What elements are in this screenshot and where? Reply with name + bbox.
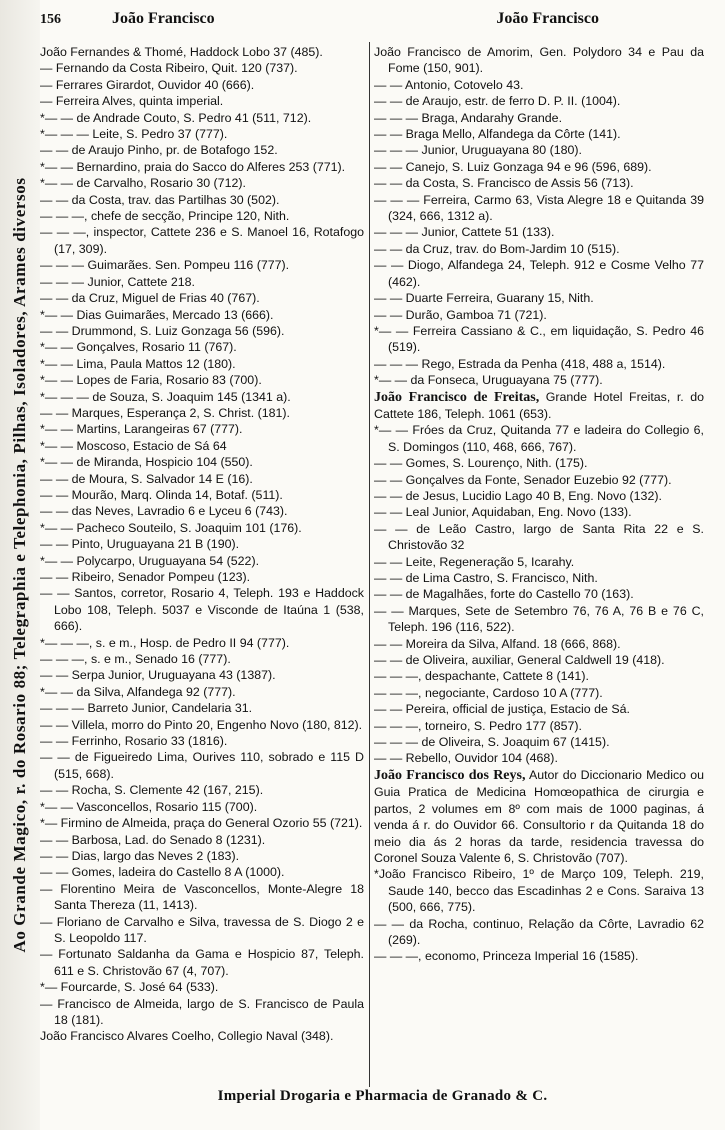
directory-entry: — — Pinto, Uruguayana 21 B (190).: [40, 537, 240, 552]
page-header: [40, 10, 717, 32]
directory-entry: — — Gomes, ladeira do Castello 8 A (1000).: [40, 865, 285, 880]
directory-entry: — — Marques, Esperança 2, S. Christ. (181).: [40, 405, 290, 420]
directory-entry: — — da Costa, trav. das Partilhas 30 (502).: [40, 192, 280, 207]
column-divider: [369, 42, 370, 1087]
directory-entry: — — da Costa, S. Francisco de Assis 56 (713).: [374, 176, 634, 191]
directory-entry: João Francisco dos Reys, Autor do Diccionario Medico ou Guia Pratica de Medicina Homœopathica de cirurgia e partos, 2 volumes em 8º com mais de 1000 paginas, á venda á r. do Ouvidor 66. Consultorio r da Quitanda 18 do meio dia ás 2 horas da tarde, residencia travessa do Coronel Souza Valente 6, S. Christovão (707).: [374, 767, 704, 865]
directory-entry: — — de Leão Castro, largo de Santa Rita 22 e S. Christovão 32: [374, 521, 704, 553]
running-head-right: João Francisco: [496, 10, 599, 27]
directory-entry: — — de Araujo Pinho, pr. de Botafogo 152.: [40, 143, 278, 158]
directory-entry: *— — Polycarpo, Uruguayana 54 (522).: [40, 553, 260, 568]
left-column: [40, 44, 364, 1084]
directory-entry: — — — Braga, Andarahy Grande.: [374, 110, 563, 125]
directory-entry: *— — Fróes da Cruz, Quitanda 77 e ladeira do Collegio 6, S. Domingos (110, 468, 666, 767).: [374, 423, 704, 454]
directory-entry: — — Leite, Regeneração 5, Icarahy.: [374, 554, 575, 569]
directory-entry: João Fernandes & Thomé, Haddock Lobo 37 (485).: [40, 45, 323, 59]
right-column: [374, 44, 704, 1084]
directory-entry: *— — Martins, Larangeiras 67 (777).: [40, 422, 243, 437]
directory-entry: — — — Junior, Uruguayana 80 (180).: [374, 143, 582, 158]
directory-entry: João Francisco Alvares Coelho, Collegio Naval (348).: [40, 1029, 334, 1044]
directory-entry: *— — Ferreira Cassiano & C., em liquidação, S. Pedro 46 (519).: [374, 323, 704, 355]
directory-entry: — — Braga Mello, Alfandega da Côrte (141).: [374, 127, 621, 142]
directory-entry: *— — de Carvalho, Rosario 30 (712).: [40, 176, 246, 191]
directory-entry: — — — Junior, Cattete 51 (133).: [374, 225, 555, 240]
directory-entry: — Ferrares Girardot, Ouvidor 40 (666).: [40, 77, 255, 92]
directory-entry: *— — Bernardino, praia do Sacco do Alferes 253 (771).: [40, 159, 346, 174]
directory-entry: — — de Moura, S. Salvador 14 E (16).: [40, 471, 253, 486]
page-number: 156: [40, 12, 61, 27]
directory-entry: — — Moreira da Silva, Alfand. 18 (666, 868).: [374, 636, 621, 651]
footer-advert: Imperial Drogaria e Pharmacia de Granado & C.: [217, 1088, 548, 1104]
directory-entry: *— — Lima, Paula Mattos 12 (180).: [40, 356, 236, 371]
directory-entry: — — Rebello, Ouvidor 104 (468).: [374, 751, 558, 766]
directory-entry: — — —, s. e m., Senado 16 (777).: [40, 652, 231, 667]
directory-entry: — — Antonio, Cotovelo 43.: [374, 77, 524, 92]
directory-entry: — — Barbosa, Lad. do Senado 8 (1231).: [40, 832, 266, 847]
directory-entry: *— — de Andrade Couto, S. Pedro 41 (511, 712).: [40, 110, 312, 125]
directory-entry: — — Villela, morro do Pinto 20, Engenho Novo (180, 812).: [40, 717, 363, 732]
directory-entry: *— — Vasconcellos, Rosario 115 (700).: [40, 799, 258, 814]
directory-entry: — — da Cruz, Miguel de Frias 40 (767).: [40, 291, 260, 306]
directory-entry: — Florentino Meira de Vasconcellos, Monte-Alegre 18 Santa Thereza (11, 1413).: [40, 881, 364, 913]
running-head-left: João Francisco: [112, 10, 215, 27]
directory-entry: — — de Araujo, estr. de ferro D. P. II. (1004).: [374, 94, 621, 109]
directory-entry: — — da Rocha, continuo, Relação da Côrte, Lavradio 62 (269).: [374, 916, 704, 947]
directory-entry: — — de Magalhães, forte do Castello 70 (163).: [374, 587, 634, 602]
sidebar-advert-text: Ao Grande Magico, r. do Rosario 88; Telegraphia e Telephonia, Pilhas, Isoladores, Arames diversos: [10, 177, 29, 953]
directory-entry: — Ferreira Alves, quinta imperial.: [40, 94, 224, 109]
directory-entry: — — — Rego, Estrada da Penha (418, 488 a, 1514).: [374, 356, 666, 371]
directory-entry: — — Pereira, official de justiça, Estacio de Sá.: [374, 702, 630, 717]
directory-entry: — — Duarte Ferreira, Guarany 15, Nith.: [374, 291, 594, 306]
directory-entry: — — — Junior, Cattete 218.: [40, 274, 195, 289]
directory-entry: — — Rocha, S. Clemente 42 (167, 215).: [40, 783, 264, 798]
directory-entry: *— — Lopes de Faria, Rosario 83 (700).: [40, 373, 262, 388]
directory-entry: — — —, economo, Princeza Imperial 16 (1585).: [374, 949, 639, 964]
directory-entry: *— Firmino de Almeida, praça do General Ozorio 55 (721).: [40, 816, 363, 831]
directory-entry: — — da Cruz, trav. do Bom-Jardim 10 (515).: [374, 241, 620, 256]
directory-entry: — — Santos, corretor, Rosario 4, Teleph. 193 e Haddock Lobo 108, Teleph. 5037 e Visconde de Itaúna 1 (538, 666).: [40, 586, 364, 634]
entry-heading-name: João Francisco de Freitas,: [374, 389, 540, 405]
directory-entry: — — Diogo, Alfandega 24, Teleph. 912 e Cosme Velho 77 (462).: [374, 258, 704, 289]
directory-entry: — — de Figueiredo Lima, Ourives 110, sobrado e 115 D (515, 668).: [40, 750, 364, 781]
directory-entry: — — Durão, Gamboa 71 (721).: [374, 307, 547, 322]
directory-entry: *— — Gonçalves, Rosario 11 (767).: [40, 340, 237, 355]
directory-entry: — — de Lima Castro, S. Francisco, Nith.: [374, 571, 598, 585]
directory-entry: — Fortunato Saldanha da Gama e Hospicio 87, Teleph. 611 e S. Christovão 67 (4, 707).: [40, 947, 364, 978]
directory-entry: — — — Guimarães. Sen. Pompeu 116 (777).: [40, 258, 290, 273]
directory-entry: João Francisco de Amorim, Gen. Polydoro 34 e Pau da Fome (150, 901).: [374, 45, 704, 76]
directory-entry: — — — Ferreira, Carmo 63, Vista Alegre 18 e Quitanda 39 (324, 666, 1312 a).: [374, 192, 704, 224]
directory-entry: — — Serpa Junior, Uruguayana 43 (1387).: [40, 668, 276, 683]
directory-entry: — — Ferrinho, Rosario 33 (1816).: [40, 734, 228, 749]
directory-entry: *João Francisco Ribeiro, 1º de Março 109, Teleph. 219, Saude 140, becco das Escadinhas 2 e Cons. Saraiva 13 (500, 666, 775).: [374, 867, 704, 915]
directory-entry: — — —, chefe de secção, Principe 120, Nith.: [40, 209, 290, 224]
directory-entry: — Floriano de Carvalho e Silva, travessa de S. Diogo 2 e S. Leopoldo 117.: [40, 914, 364, 945]
directory-entry: — — Dias, largo das Neves 2 (183).: [40, 848, 240, 863]
directory-entry: — — das Neves, Lavradio 6 e Lyceu 6 (743).: [40, 504, 288, 519]
directory-entry: — — Gomes, S. Lourenço, Nith. (175).: [374, 456, 588, 471]
directory-entry: — — —, negociante, Cardoso 10 A (777).: [374, 685, 603, 700]
directory-entry: — — de Oliveira, auxiliar, General Caldwell 19 (418).: [374, 653, 665, 668]
advertising-sidebar: [0, 0, 40, 1130]
directory-entry: *— — Pacheco Souteilo, S. Joaquim 101 (176).: [40, 520, 302, 535]
entry-heading-name: João Francisco dos Reys,: [374, 767, 526, 783]
directory-entry: *— — da Silva, Alfandega 92 (777).: [40, 684, 236, 699]
directory-entry: *— — —, s. e m., Hosp. de Pedro II 94 (777).: [40, 635, 290, 650]
directory-entry: *— — Dias Guimarães, Mercado 13 (666).: [40, 307, 274, 322]
directory-entry: *— — Moscoso, Estacio de Sá 64: [40, 438, 227, 453]
directory-entry: — — Canejo, S. Luiz Gonzaga 94 e 96 (596, 689).: [374, 159, 652, 174]
directory-entry: — — — Barreto Junior, Candelaria 31.: [40, 701, 253, 716]
directory-entry: — Francisco de Almeida, largo de S. Francisco de Paula 18 (181).: [40, 996, 364, 1027]
directory-entry: *— — — de Souza, S. Joaquim 145 (1341 a).: [40, 389, 291, 404]
directory-entry: — — Mourão, Marq. Olinda 14, Botaf. (511).: [40, 487, 283, 502]
directory-entry: *— Fourcarde, S. José 64 (533).: [40, 980, 219, 995]
directory-entry: — — Marques, Sete de Setembro 76, 76 A, 76 B e 76 C, Teleph. 196 (116, 522).: [374, 603, 704, 635]
directory-entry: João Francisco de Freitas, Grande Hotel Freitas, r. do Cattete 186, Teleph. 1061 (653).: [374, 389, 704, 421]
directory-entry: — Fernando da Costa Ribeiro, Quit. 120 (737).: [40, 61, 298, 76]
directory-entry: — — —, inspector, Cattete 236 e S. Manoel 16, Rotafogo (17, 309).: [40, 225, 364, 256]
directory-entry: — — Gonçalves da Fonte, Senador Euzebio 92 (777).: [374, 472, 672, 487]
directory-entry: — — Drummond, S. Luiz Gonzaga 56 (596).: [40, 323, 285, 338]
directory-entry: — — Ribeiro, Senador Pompeu (123).: [40, 570, 251, 584]
directory-entry: — — —, torneiro, S. Pedro 177 (857).: [374, 718, 582, 733]
directory-entry: *— — — Leite, S. Pedro 37 (777).: [40, 127, 228, 142]
directory-entry: — — de Jesus, Lucidio Lago 40 B, Eng. Novo (132).: [374, 488, 662, 503]
directory-entry: — — — de Oliveira, S. Joaquim 67 (1415).: [374, 735, 610, 750]
directory-entry: *— — de Miranda, Hospicio 104 (550).: [40, 455, 253, 470]
directory-entry: — — —, despachante, Cattete 8 (141).: [374, 669, 589, 684]
directory-entry: *— — da Fonseca, Uruguayana 75 (777).: [374, 373, 603, 388]
directory-entry: — — Leal Junior, Aquidaban, Eng. Novo (133).: [374, 505, 632, 520]
